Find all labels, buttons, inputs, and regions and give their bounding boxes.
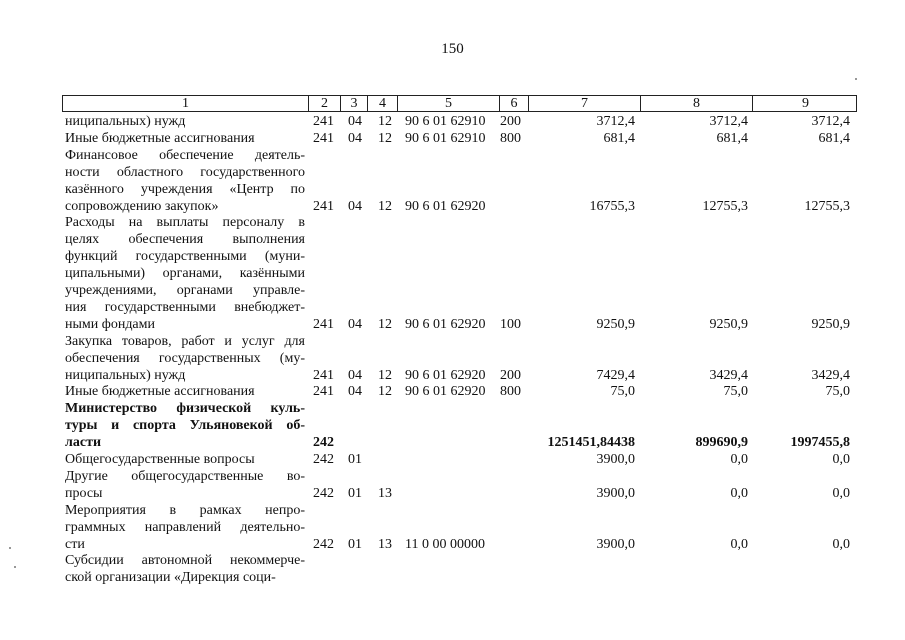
row-2-col-5: 90 6 01 62920 [405, 198, 486, 214]
row-0-col-3: 04 [348, 114, 362, 129]
scan-speck [855, 78, 857, 80]
row-3-col-7: 9250,9 [596, 316, 635, 332]
row-8-col-3: 01 [348, 485, 362, 501]
row-9-col-4: 13 [378, 536, 392, 552]
scan-speck [14, 566, 16, 568]
row-4-text-line: Закупка товаров, работ и услуг для [65, 333, 305, 349]
row-9-col-8: 0,0 [730, 536, 748, 552]
row-7-col-8: 0,0 [730, 452, 748, 467]
row-2-col-4: 12 [378, 198, 392, 214]
row-2-text-line: Финансовое обеспечение деятель- [65, 147, 305, 163]
row-0-col-7: 3712,4 [596, 114, 635, 129]
row-7-col-3: 01 [348, 452, 362, 467]
row-3-text-line: функций государственными (муни- [65, 249, 305, 265]
row-4-text-line: ниципальных) нужд [65, 367, 186, 383]
row-4-text-line: обеспечения государственных (му- [65, 350, 305, 366]
row-1-col-3: 04 [348, 130, 362, 146]
row-3-text-line: учреждениями, органами управле- [65, 283, 305, 298]
row-0-col-4: 12 [378, 114, 392, 129]
row-2-col-2: 241 [313, 198, 334, 214]
row-9-text-line: Мероприятия в рамках непро- [65, 502, 305, 518]
row-3-text-line: ния государственными внебюджет- [65, 299, 305, 315]
row-4-col-5: 90 6 01 62920 [405, 367, 486, 383]
row-8-text-line: просы [65, 485, 103, 501]
row-3-col-6: 100 [500, 316, 521, 332]
row-9-col-2: 242 [313, 536, 334, 552]
row-3-col-5: 90 6 01 62920 [405, 316, 486, 332]
row-1-col-7: 681,4 [603, 130, 635, 146]
row-8-col-4: 13 [378, 485, 392, 501]
row-1-col-4: 12 [378, 130, 392, 146]
header-col-6: 6 [500, 96, 529, 111]
row-2-col-7: 16755,3 [589, 198, 635, 214]
row-5-col-4: 12 [378, 384, 392, 400]
header-col-7: 7 [529, 96, 641, 111]
row-9-col-3: 01 [348, 536, 362, 552]
row-5-col-8: 75,0 [723, 384, 748, 400]
row-3-col-4: 12 [378, 316, 392, 332]
row-6-text-line: туры и спорта Ульяновекой об- [65, 418, 305, 434]
row-3-col-8: 9250,9 [709, 316, 748, 332]
row-2-col-9: 12755,3 [804, 198, 850, 214]
row-4-col-3: 04 [348, 367, 362, 383]
header-col-3: 3 [341, 96, 368, 111]
row-0-col-2: 241 [313, 114, 334, 129]
row-4-col-6: 200 [500, 367, 521, 383]
row-4-col-4: 12 [378, 367, 392, 383]
row-9-text-line: сти [65, 536, 85, 552]
row-8-col-8: 0,0 [730, 485, 748, 501]
row-0-text-line: ниципальных) нужд [65, 114, 186, 129]
row-10-text-line: ской организации «Дирекция соци- [65, 570, 276, 586]
header-col-9: 9 [802, 96, 809, 111]
row-1-col-9: 681,4 [818, 130, 850, 146]
row-3-col-3: 04 [348, 316, 362, 332]
row-5-col-7: 75,0 [610, 384, 635, 400]
row-4-col-2: 241 [313, 367, 334, 383]
row-4-col-8: 3429,4 [709, 367, 748, 383]
row-9-col-9: 0,0 [832, 536, 850, 552]
row-1-text-line: Иные бюджетные ассигнования [65, 130, 255, 146]
row-5-col-5: 90 6 01 62920 [405, 384, 486, 400]
table-header [62, 95, 857, 112]
row-1-col-5: 90 6 01 62910 [405, 130, 486, 146]
row-1-col-6: 800 [500, 130, 521, 146]
row-5-col-6: 800 [500, 384, 521, 400]
row-5-col-3: 04 [348, 384, 362, 400]
row-2-text-line: сопровождению закупок» [65, 198, 219, 214]
row-2-text-line: ности областного государственного [65, 164, 305, 180]
row-6-col-9: 1997455,8 [790, 435, 850, 451]
row-4-col-9: 3429,4 [811, 367, 850, 383]
row-3-col-9: 9250,9 [811, 316, 850, 332]
row-2-col-8: 12755,3 [702, 198, 748, 214]
row-1-col-8: 681,4 [716, 130, 748, 146]
row-8-col-9: 0,0 [832, 485, 850, 501]
header-col-1: 1 [63, 96, 309, 111]
row-6-text-line: ласти [65, 435, 102, 451]
page-number: 150 [441, 41, 464, 57]
row-5-col-2: 241 [313, 384, 334, 400]
row-9-col-5: 11 0 00 00000 [405, 536, 485, 552]
row-7-col-9: 0,0 [832, 452, 850, 467]
row-1-col-2: 241 [313, 130, 334, 146]
row-6-text-line: Министерство физической куль- [65, 401, 305, 417]
row-3-text-line: ципальными) органами, казёнными [65, 266, 305, 282]
header-col-2: 2 [309, 96, 341, 111]
row-5-col-9: 75,0 [825, 384, 850, 400]
row-0-col-5: 90 6 01 62910 [405, 114, 486, 129]
header-col-8: 8 [641, 96, 753, 111]
row-7-col-2: 242 [313, 452, 334, 467]
row-6-col-8: 899690,9 [695, 435, 748, 451]
header-col-5: 5 [398, 96, 500, 111]
row-8-col-7: 3900,0 [596, 485, 635, 501]
row-3-col-2: 241 [313, 316, 334, 332]
row-8-col-2: 242 [313, 485, 334, 501]
row-3-text-line: ными фондами [65, 316, 156, 332]
header-col-4: 4 [368, 96, 398, 111]
row-6-col-2: 242 [313, 435, 334, 451]
row-5-text-line: Иные бюджетные ассигнования [65, 384, 255, 400]
row-9-col-7: 3900,0 [596, 536, 635, 552]
row-2-col-3: 04 [348, 198, 362, 214]
row-6-col-7: 1251451,84438 [547, 435, 635, 451]
row-0-col-9: 3712,4 [811, 114, 850, 129]
row-8-text-line: Другие общегосударственные во- [65, 468, 305, 484]
row-0-col-6: 200 [500, 114, 521, 129]
row-4-col-7: 7429,4 [596, 367, 635, 383]
row-2-text-line: казённого учреждения «Центр по [65, 181, 305, 197]
scan-speck [9, 547, 11, 549]
row-0-col-8: 3712,4 [709, 114, 748, 129]
row-9-text-line: граммных направлений деятельно- [65, 519, 305, 535]
row-10-text-line: Субсидии автономной некоммерче- [65, 553, 305, 569]
row-3-text-line: целях обеспечения выполнения [65, 232, 305, 248]
row-7-text-line: Общегосударственные вопросы [65, 452, 255, 467]
row-7-col-7: 3900,0 [596, 452, 635, 467]
row-3-text-line: Расходы на выплаты персоналу в [65, 215, 305, 231]
